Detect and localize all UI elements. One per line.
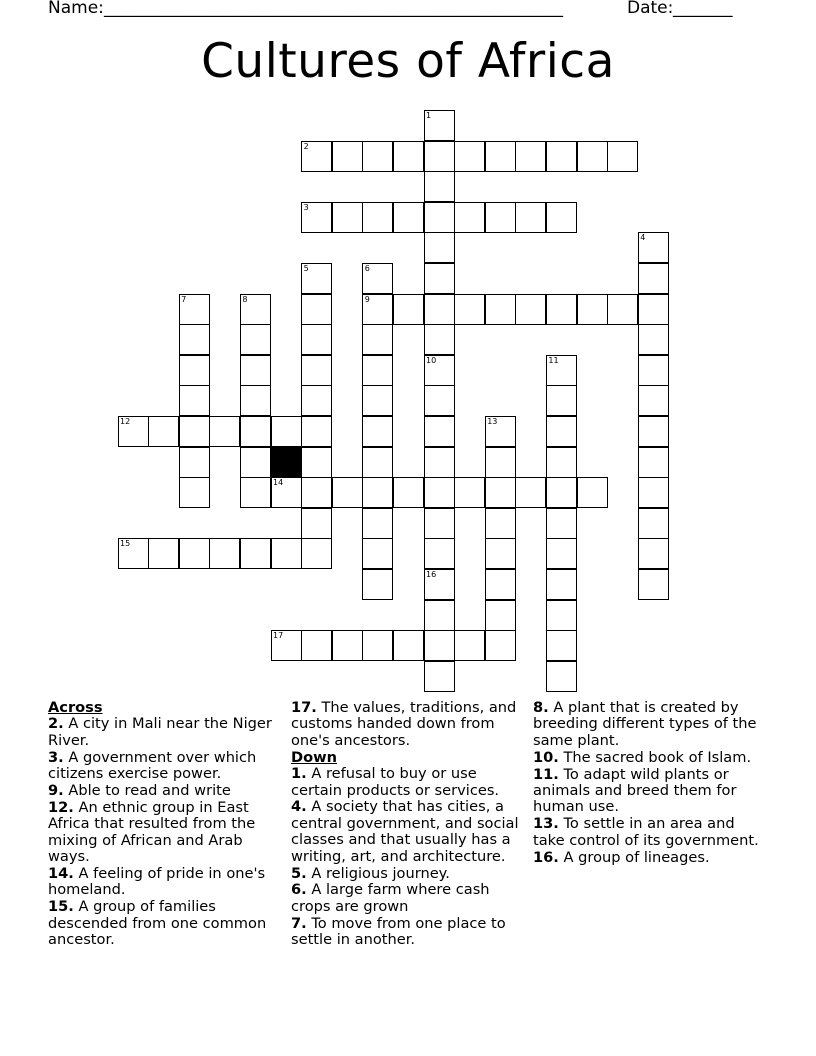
grid-cell[interactable] <box>362 630 393 661</box>
grid-cell[interactable] <box>546 447 577 478</box>
grid-cell[interactable] <box>301 508 332 539</box>
clue-item <box>48 783 280 799</box>
grid-cell[interactable] <box>485 508 516 539</box>
grid-cell[interactable] <box>546 538 577 569</box>
clue-item <box>48 800 280 866</box>
clues-column-3 <box>533 700 765 867</box>
grid-cell[interactable] <box>332 202 363 233</box>
date-line[interactable]: _______ <box>673 0 733 18</box>
grid-cell[interactable] <box>424 324 455 355</box>
grid-cell[interactable] <box>240 355 271 386</box>
grid-cell[interactable] <box>454 141 485 172</box>
grid-cell[interactable] <box>454 477 485 508</box>
clue-number-label: 13. <box>533 815 559 833</box>
clue-number: 12 <box>120 417 131 426</box>
grid-cell[interactable] <box>546 416 577 447</box>
clue-item <box>48 899 280 948</box>
across-clue-list <box>48 716 280 948</box>
grid-cell[interactable] <box>424 263 455 294</box>
clue-number-label: 16. <box>533 848 559 866</box>
clue-item <box>533 767 765 816</box>
clue-item <box>533 816 765 849</box>
clue-number-label: 17. <box>291 699 317 716</box>
clue-number-label: 10. <box>533 748 559 766</box>
grid-cell[interactable] <box>271 538 302 569</box>
name-label: Name: <box>48 0 104 18</box>
clue-number: 5 <box>303 264 309 273</box>
clue-number-label: 6. <box>291 881 307 899</box>
clue-number-label: 2. <box>48 715 64 733</box>
clues-column-2 <box>291 700 523 949</box>
grid-cell[interactable] <box>362 508 393 539</box>
clue-number-label: 11. <box>533 765 559 783</box>
grid-cell[interactable] <box>424 141 455 172</box>
grid-cell[interactable] <box>240 538 271 569</box>
grid-cell[interactable] <box>362 324 393 355</box>
grid-cell[interactable] <box>454 294 485 325</box>
grid-cell[interactable] <box>179 385 210 416</box>
grid-cell[interactable] <box>179 324 210 355</box>
grid-cell[interactable] <box>607 141 638 172</box>
grid-cell[interactable] <box>424 630 455 661</box>
grid-cell[interactable] <box>301 630 332 661</box>
grid-cell[interactable] <box>301 385 332 416</box>
clue-text: The values, traditions, and customs handed down from one's ancestors. <box>291 699 517 749</box>
clue-number: 7 <box>181 294 187 304</box>
down-clue-list <box>291 766 523 948</box>
grid-cell[interactable] <box>546 355 577 386</box>
clue-number-label: 12. <box>48 798 74 816</box>
grid-cell[interactable] <box>424 171 455 202</box>
grid-cell[interactable] <box>209 416 240 447</box>
down-heading: Down <box>291 748 338 766</box>
grid-cell[interactable] <box>393 202 424 233</box>
grid-cell[interactable] <box>179 294 210 325</box>
grid-cell[interactable] <box>240 447 271 478</box>
grid-cell[interactable] <box>607 294 638 325</box>
grid-cell[interactable] <box>638 263 669 294</box>
clue-text: A feeling of pride in one's homeland. <box>48 865 266 899</box>
clue-item <box>533 850 765 866</box>
grid-cell[interactable] <box>393 294 424 325</box>
grid-cell[interactable] <box>485 416 516 447</box>
grid-cell[interactable] <box>424 232 455 263</box>
grid-cell[interactable] <box>424 447 455 478</box>
clue-number-label: 7. <box>291 914 307 932</box>
clue-number: 8 <box>242 294 248 304</box>
clue-text: A plant that is created by breeding different types of the same plant. <box>533 699 757 749</box>
grid-cell[interactable] <box>454 630 485 661</box>
grid-cell[interactable] <box>332 630 363 661</box>
grid-cell[interactable] <box>485 569 516 600</box>
clue-text: A group of families descended from one common ancestor. <box>48 898 267 949</box>
grid-cell[interactable] <box>515 477 546 508</box>
grid-cell[interactable] <box>209 538 240 569</box>
grid-cell[interactable] <box>301 355 332 386</box>
date-label: Date: <box>627 0 674 18</box>
across-clue-list-continued <box>291 700 523 749</box>
grid-cell[interactable] <box>393 630 424 661</box>
page-title: Cultures of Africa <box>201 34 615 89</box>
clue-item <box>291 882 523 915</box>
grid-cell[interactable] <box>301 141 332 172</box>
grid-cell[interactable] <box>638 477 669 508</box>
grid-cell[interactable] <box>240 324 271 355</box>
grid-cell[interactable] <box>424 477 455 508</box>
grid-cell[interactable] <box>424 110 455 141</box>
grid-cell[interactable] <box>362 141 393 172</box>
grid-cell[interactable] <box>362 477 393 508</box>
clue-number: 2 <box>303 141 309 151</box>
grid-cell[interactable] <box>485 477 516 508</box>
grid-cell[interactable] <box>424 202 455 233</box>
grid-cell[interactable] <box>424 600 455 631</box>
grid-cell[interactable] <box>393 141 424 172</box>
grid-cell[interactable] <box>240 416 271 447</box>
grid-cell[interactable] <box>577 477 608 508</box>
grid-cell[interactable] <box>424 508 455 539</box>
clue-number: 6 <box>364 264 370 273</box>
grid-cell[interactable] <box>546 141 577 172</box>
clue-number-label: 15. <box>48 898 74 916</box>
clue-number: 13 <box>487 417 498 426</box>
grid-cell[interactable] <box>424 385 455 416</box>
grid-cell[interactable] <box>424 294 455 325</box>
grid-cell[interactable] <box>301 324 332 355</box>
grid-cell[interactable] <box>424 538 455 569</box>
grid-cell[interactable] <box>240 294 271 325</box>
clue-text: A government over which citizens exercise power. <box>48 748 257 783</box>
clue-number-label: 8. <box>533 699 549 716</box>
grid-cell[interactable] <box>546 202 577 233</box>
grid-cell[interactable] <box>179 538 210 569</box>
grid-cell[interactable] <box>271 416 302 447</box>
grid-cell[interactable] <box>638 508 669 539</box>
grid-cell[interactable] <box>546 508 577 539</box>
grid-cell[interactable] <box>638 232 669 263</box>
clue-item <box>48 866 280 899</box>
grid-cell[interactable] <box>546 569 577 600</box>
grid-cell[interactable] <box>301 263 332 294</box>
grid-cell[interactable] <box>485 294 516 325</box>
grid-cell[interactable] <box>301 294 332 325</box>
grid-cell[interactable] <box>362 294 393 325</box>
clue-number-label: 9. <box>48 782 64 800</box>
clue-item <box>48 750 280 783</box>
clue-number: 3 <box>303 202 309 212</box>
grid-cell[interactable] <box>271 477 302 508</box>
grid-cell[interactable] <box>301 477 332 508</box>
clue-text: A group of lineages. <box>558 848 710 866</box>
clue-number-label: 14. <box>48 865 74 883</box>
grid-cell[interactable] <box>179 355 210 386</box>
clue-item <box>291 766 523 799</box>
clue-number: 16 <box>426 570 437 579</box>
grid-cell[interactable] <box>362 385 393 416</box>
clue-number: 4 <box>640 233 646 243</box>
grid-cell[interactable] <box>485 447 516 478</box>
grid-cell[interactable] <box>546 477 577 508</box>
grid-cell[interactable] <box>424 355 455 386</box>
grid-cell[interactable] <box>515 202 546 233</box>
clue-number: 10 <box>426 355 437 365</box>
grid-cell[interactable] <box>577 294 608 325</box>
grid-cell[interactable] <box>485 600 516 631</box>
grid-cell[interactable] <box>424 569 455 600</box>
clue-text: A refusal to buy or use certain products or services. <box>291 765 500 799</box>
grid-cell[interactable] <box>179 477 210 508</box>
grid-cell[interactable] <box>454 202 485 233</box>
clue-number: 15 <box>120 539 131 549</box>
clue-text: A city in Mali near the Niger River. <box>48 715 272 749</box>
clue-item <box>291 916 523 949</box>
black-square <box>271 447 302 478</box>
grid-cell[interactable] <box>515 294 546 325</box>
clue-text: To adapt wild plants or animals and breed them for human use. <box>533 765 737 816</box>
grid-cell[interactable] <box>638 324 669 355</box>
down-clue-list-continued <box>533 700 765 866</box>
grid-cell[interactable] <box>485 630 516 661</box>
clue-item <box>291 700 523 749</box>
clue-number: 17 <box>273 631 284 641</box>
clue-number-label: 4. <box>291 798 307 816</box>
grid-cell[interactable] <box>546 385 577 416</box>
clue-text: The sacred book of Islam. <box>558 748 752 766</box>
grid-cell[interactable] <box>271 630 302 661</box>
grid-cell[interactable] <box>638 294 669 325</box>
grid-cell[interactable] <box>638 385 669 416</box>
grid-cell[interactable] <box>362 447 393 478</box>
grid-cell[interactable] <box>638 447 669 478</box>
grid-cell[interactable] <box>393 477 424 508</box>
clues-column-1 <box>48 700 280 949</box>
grid-cell[interactable] <box>118 416 149 447</box>
grid-cell[interactable] <box>485 202 516 233</box>
clue-number: 1 <box>426 111 432 120</box>
grid-cell[interactable] <box>240 477 271 508</box>
clue-text: To move from one place to settle in another. <box>291 914 506 949</box>
grid-cell[interactable] <box>301 202 332 233</box>
grid-cell[interactable] <box>332 141 363 172</box>
grid-cell[interactable] <box>362 263 393 294</box>
name-line[interactable]: ______________________________________________________ <box>104 0 563 18</box>
grid-cell[interactable] <box>362 416 393 447</box>
clue-number: 14 <box>273 478 284 488</box>
clue-number-label: 5. <box>291 864 307 882</box>
grid-cell[interactable] <box>148 416 179 447</box>
grid-cell[interactable] <box>362 202 393 233</box>
grid-cell[interactable] <box>546 661 577 692</box>
clue-text: To settle in an area and take control of its government. <box>533 815 759 849</box>
clue-number: 11 <box>548 355 559 365</box>
grid-cell[interactable] <box>485 538 516 569</box>
clue-text: An ethnic group in East Africa that resulted from the mixing of African and Arab ways. <box>48 798 256 866</box>
grid-cell[interactable] <box>424 416 455 447</box>
grid-cell[interactable] <box>638 416 669 447</box>
clue-number: 9 <box>364 294 370 304</box>
clue-text: A religious journey. <box>306 864 450 882</box>
grid-cell[interactable] <box>638 355 669 386</box>
clue-text: Able to read and write <box>63 782 231 800</box>
grid-cell[interactable] <box>301 538 332 569</box>
grid-cell[interactable] <box>515 141 546 172</box>
grid-cell[interactable] <box>332 477 363 508</box>
clue-item <box>533 750 765 766</box>
grid-cell[interactable] <box>424 661 455 692</box>
clue-number-label: 3. <box>48 748 64 766</box>
grid-cell[interactable] <box>638 569 669 600</box>
grid-cell[interactable] <box>362 355 393 386</box>
grid-cell[interactable] <box>301 416 332 447</box>
clue-item <box>48 716 280 749</box>
grid-cell[interactable] <box>485 141 516 172</box>
grid-cell[interactable] <box>577 141 608 172</box>
grid-cell[interactable] <box>546 630 577 661</box>
clue-text: A society that has cities, a central government, and social classes and that usually has a writing, art, and architecture. <box>291 798 519 865</box>
clue-item <box>291 799 523 865</box>
grid-cell[interactable] <box>118 538 149 569</box>
clue-item <box>533 700 765 749</box>
clue-item <box>291 866 523 882</box>
grid-cell[interactable] <box>148 538 179 569</box>
grid-cell[interactable] <box>638 538 669 569</box>
grid-cell[interactable] <box>179 416 210 447</box>
grid-cell[interactable] <box>362 538 393 569</box>
grid-cell[interactable] <box>546 600 577 631</box>
grid-cell[interactable] <box>546 294 577 325</box>
grid-cell[interactable] <box>301 447 332 478</box>
grid-cell[interactable] <box>179 447 210 478</box>
across-heading: Across <box>48 699 103 716</box>
clue-text: A large farm where cash crops are grown <box>291 881 490 915</box>
grid-cell[interactable] <box>362 569 393 600</box>
grid-cell[interactable] <box>240 385 271 416</box>
clue-number-label: 1. <box>291 765 307 783</box>
